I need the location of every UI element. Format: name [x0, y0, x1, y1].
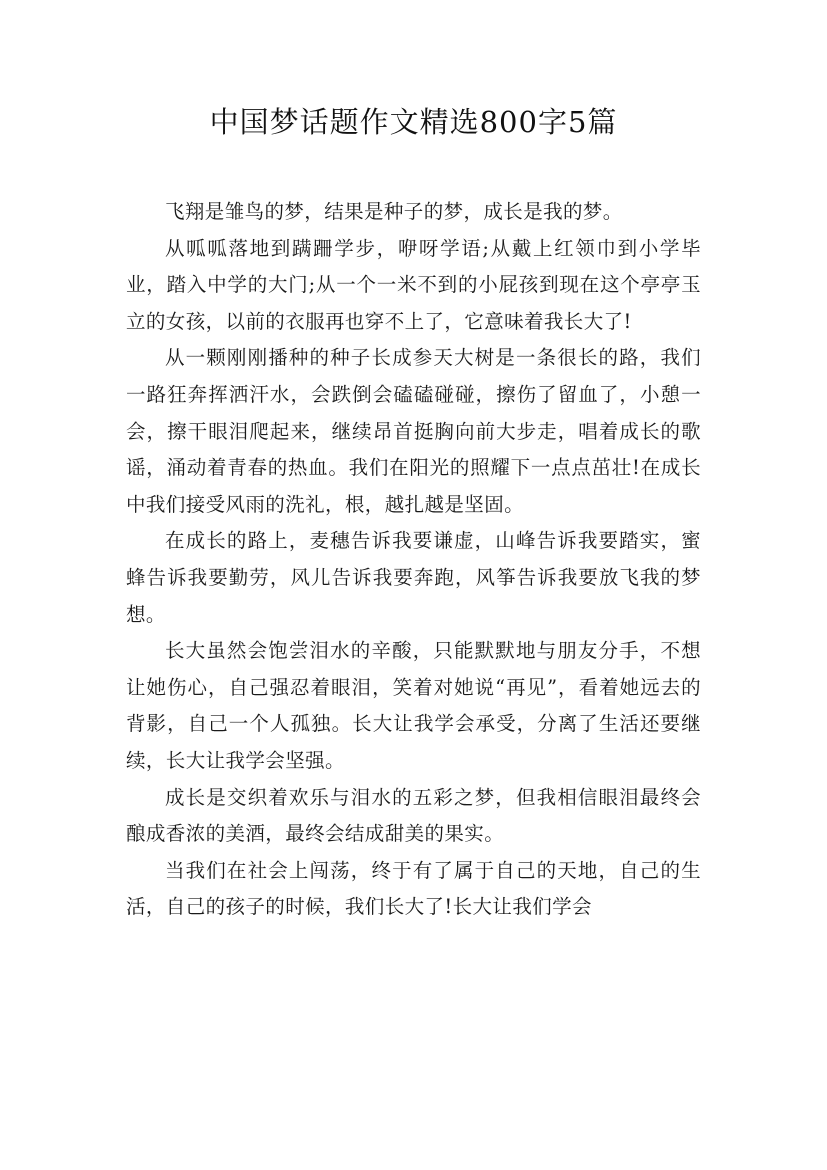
document-title: 中国梦话题作文精选800字5篇 [209, 105, 618, 139]
document-body [126, 194, 701, 926]
paragraph-2: 从呱呱落地到蹒跚学步，咿呀学语;从戴上红领巾到小学毕业，踏入中学的大门;从一个一米不到的小屁孩到现在这个亭亭玉立的女孩，以前的衣服再也穿不上了，它意味着我长大了! [126, 236, 701, 333]
paragraph-3: 从一颗刚刚播种的种子长成参天大树是一条很长的路，我们一路狂奔挥洒汗水，会跌倒会磕磕碰碰，擦伤了留血了，小憩一会，擦干眼泪爬起来，继续昂首挺胸向前大步走，唱着成长的歌谣，涌动着青春的热血。我们在阳光的照耀下一点点茁壮!在成长中我们接受风雨的洗礼，根，越扎越是坚固。 [126, 346, 701, 516]
paragraph-4: 在成长的路上，麦穗告诉我要谦虚，山峰告诉我要踏实，蜜蜂告诉我要勤劳，风儿告诉我要奔跑，风筝告诉我要放飞我的梦想。 [126, 529, 701, 626]
paragraph-5: 长大虽然会饱尝泪水的辛酸，只能默默地与朋友分手，不想让她伤心，自己强忍着眼泪，笑着对她说“再见”，看着她远去的背影，自己一个人孤独。长大让我学会承受，分离了生活还要继续，长大让我学会坚强。 [126, 639, 701, 772]
paragraph-6: 成长是交织着欢乐与泪水的五彩之梦，但我相信眼泪最终会酿成香浓的美酒，最终会结成甜美的果实。 [126, 785, 701, 846]
paragraph-1: 飞翔是雏鸟的梦，结果是种子的梦，成长是我的梦。 [165, 200, 623, 223]
paragraph-7: 当我们在社会上闯荡，终于有了属于自己的天地，自己的生活，自己的孩子的时候，我们长大了!长大让我们学会 [126, 858, 701, 919]
